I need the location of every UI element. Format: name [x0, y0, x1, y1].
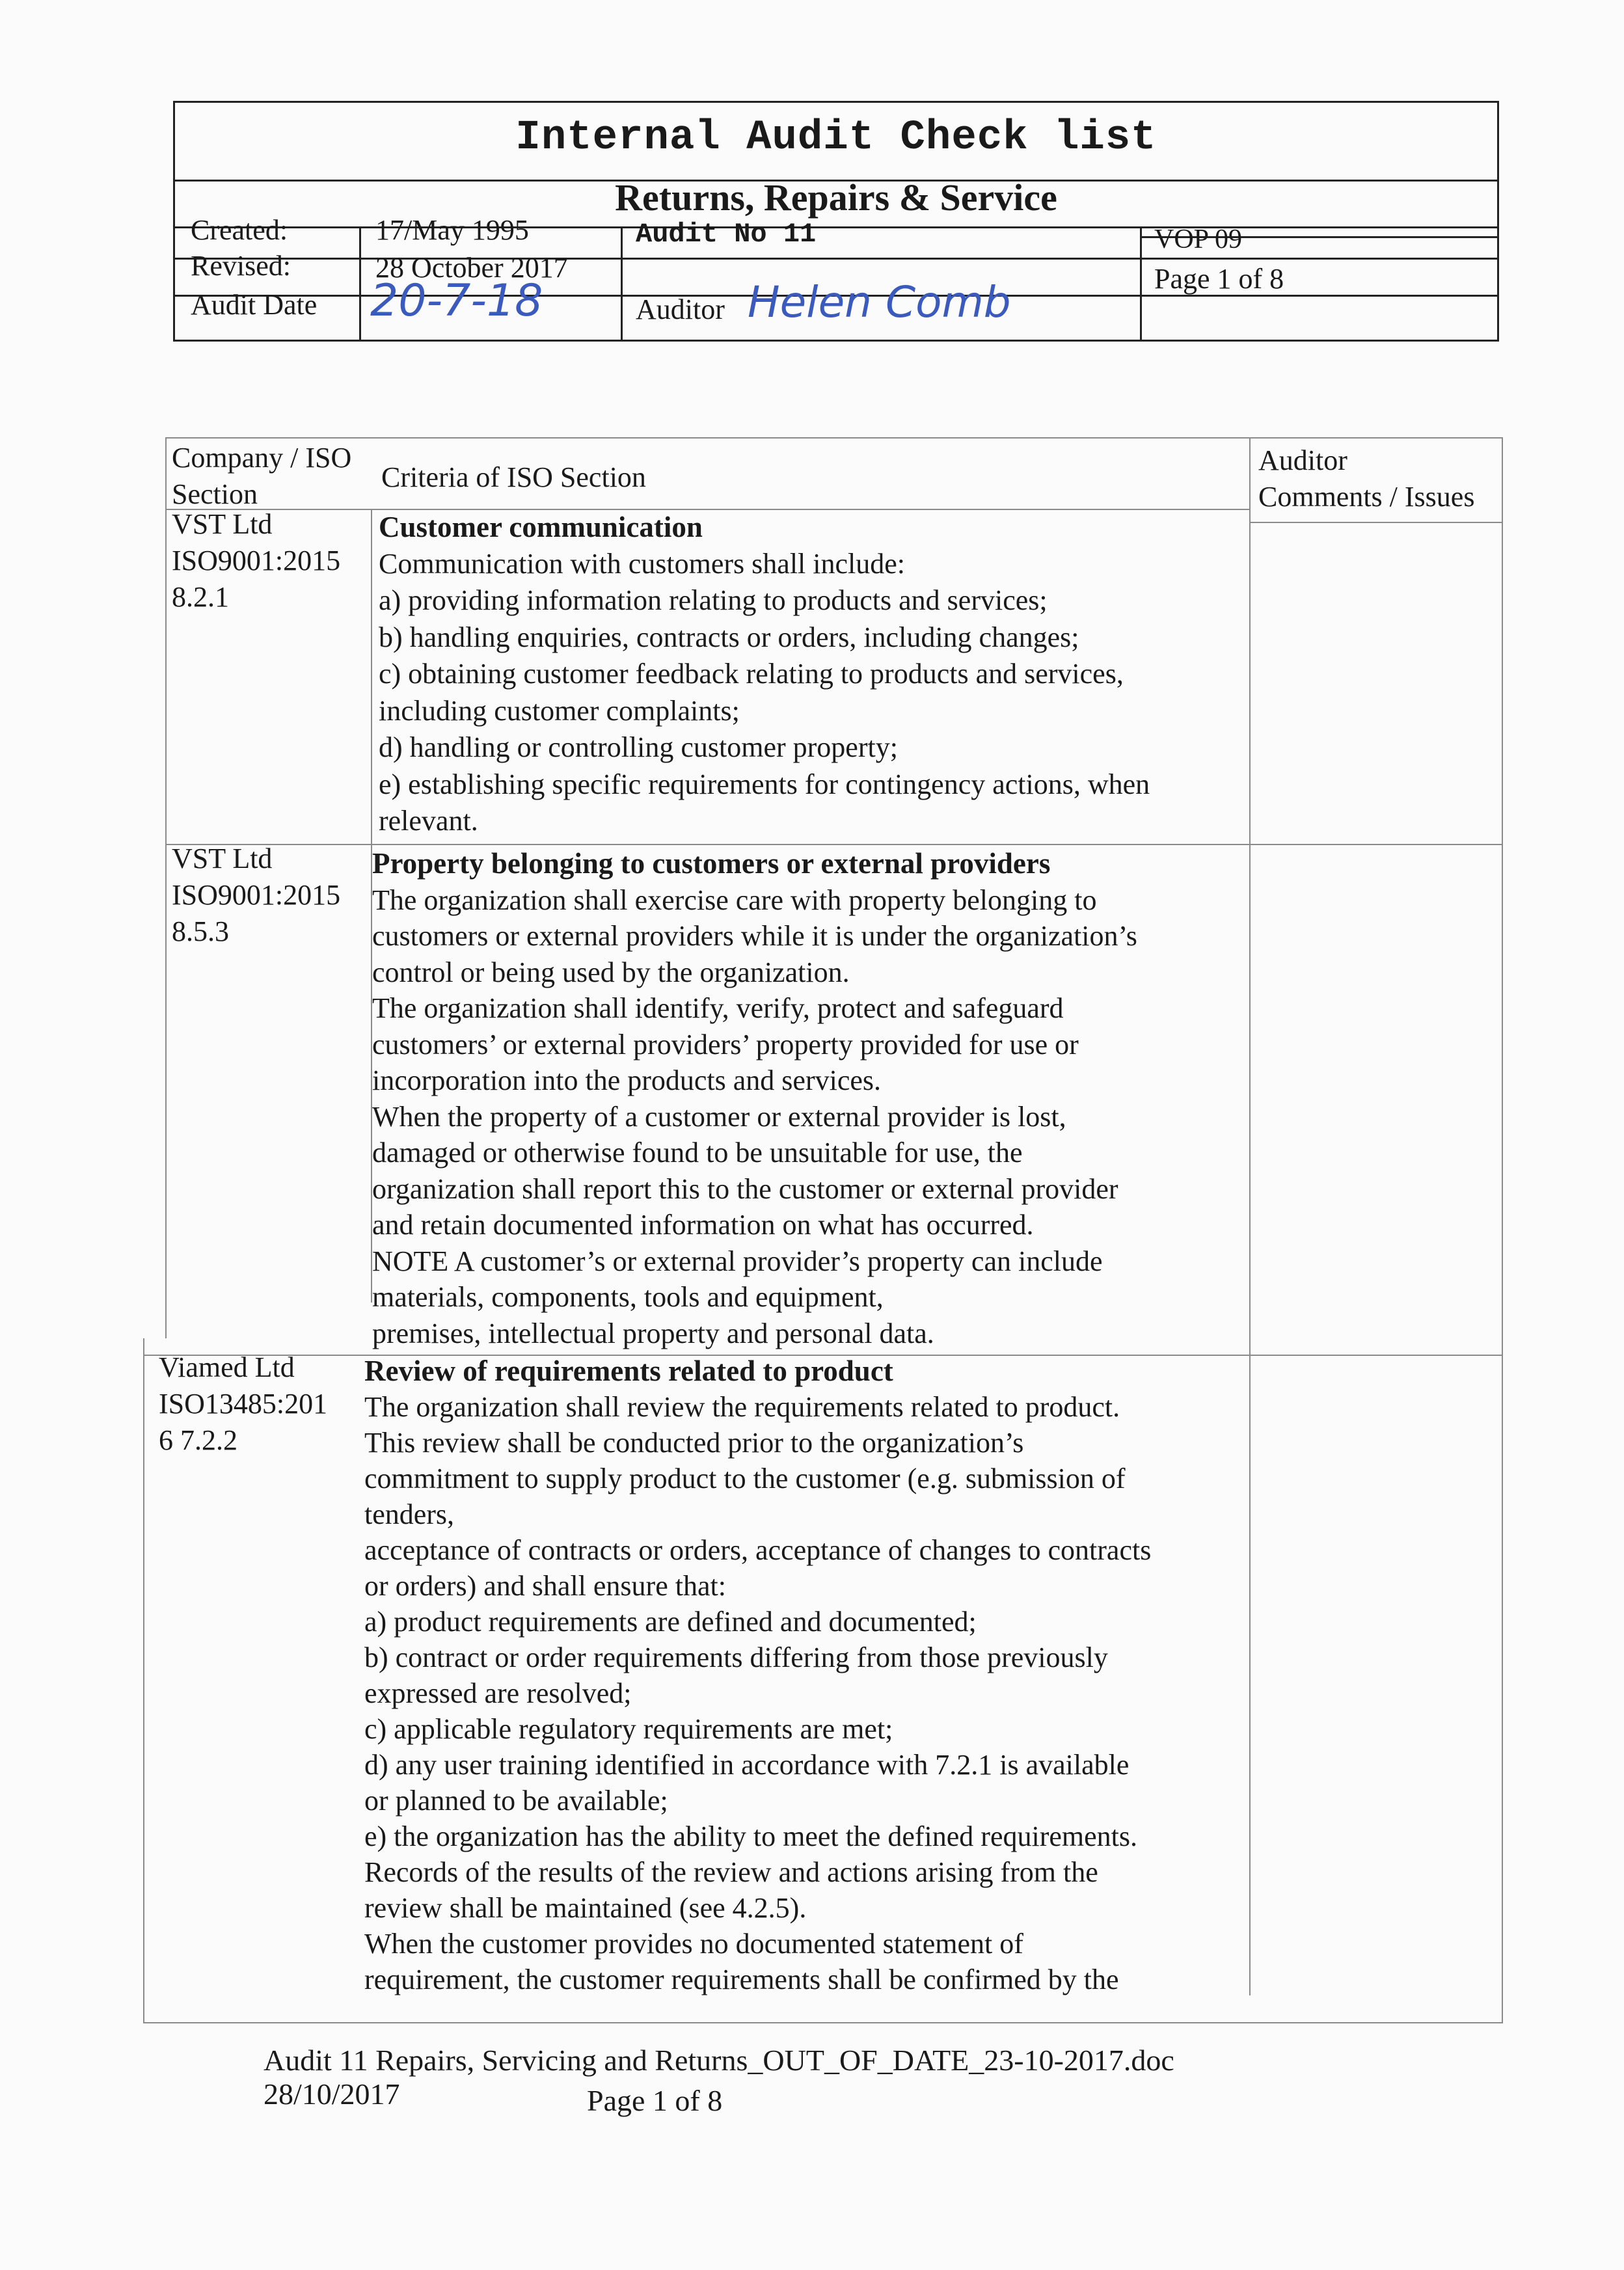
checklist-subtitle: Returns, Repairs & Service — [615, 176, 1057, 219]
document-code: VOP 09 — [1154, 224, 1242, 254]
checklist-table — [143, 437, 1503, 2025]
row-3-section: Viamed Ltd ISO13485:201 6 7.2.2 — [159, 1351, 328, 1456]
footer-date: 28/10/2017 — [264, 2077, 400, 2111]
row-1-heading: Customer communication — [379, 511, 703, 543]
created-label: Created: — [191, 214, 288, 246]
header-box — [173, 101, 1499, 342]
row-1-criteria: Customer communication Communication with customers shall include: a) providing information relating to products and services; b) handling enquiries, contracts or orders, including changes; c) obtaining customer feedback relating to products and services, including customer complaints; d) handling or controlling customer property; e) establishing specific requirements for contingency actions, when relevant. — [379, 509, 1150, 840]
header-page-number: Page 1 of 8 — [1154, 263, 1284, 295]
row-2-criteria: Property belonging to customers or external providers The organization shall exercise care with property belonging to customers or external providers while it is under the organization’s control or being used by the organization. The organization shall identify, verify, protect and safeguard customers’ or external providers’ property provided for use or incorporation into the products and services. When the property of a customer or external provider is lost, damaged or otherwise found to be unsuitable for use, the organization shall report this to the customer or external provider and retain documented information on what has occurred. NOTE A customer’s or external provider’s property can include materials, components, tools and equipment, premises, intellectual property and personal data. — [372, 847, 1137, 1349]
row-2-section: VST Ltd ISO9001:2015 8.5.3 — [172, 843, 341, 947]
auditor-label: Auditor — [636, 293, 725, 325]
footer-filename: Audit 11 Repairs, Servicing and Returns_OUT_OF_DATE_23-10-2017.doc — [264, 2044, 1174, 2077]
row-3-heading: Review of requirements related to product — [364, 1355, 893, 1387]
revised-label: Revised: — [191, 250, 291, 282]
row-2-heading: Property belonging to customers or external providers — [372, 847, 1051, 880]
auditor-signature: Helen Comb — [748, 277, 1011, 327]
column-header-criteria: Criteria of ISO Section — [381, 461, 646, 493]
revised-value: 28 October 2017 — [375, 252, 568, 284]
audit-number: Audit No 11 — [636, 219, 817, 250]
column-header-section: Company / ISO Section — [172, 442, 352, 510]
checklist-title: Internal Audit Check list — [515, 115, 1157, 161]
created-value: 17/May 1995 — [375, 214, 529, 246]
column-header-auditor-comments: Auditor Comments / Issues — [1258, 444, 1475, 513]
audit-date-handwritten: 20-7-18 — [370, 275, 543, 327]
row-3-criteria: Review of requirements related to product The organization shall review the requirements related to product. This review shall be conducted prior to the organization’s commitment to supply product to the customer (e.g. submission of tenders, acceptance of contracts or orders, acceptance of changes to contracts or orders) and shall ensure that: a) product requirements are defined and documented; b) contract or order requirements differing from those previously expressed are resolved; c) applicable regulatory requirements are met; d) any user training identified in accordance with 7.2.1 is available or planned to be available; e) the organization has the ability to meet the defined requirements. Records of the results of the review and actions arising from the review shall be maintained (see 4.2.5). When the customer provides no documented statement of requirement, the customer requirements shall be confirmed by the — [364, 1355, 1152, 1995]
footer-page-number: Page 1 of 8 — [587, 2084, 723, 2117]
row-1-section: VST Ltd ISO9001:2015 8.2.1 — [172, 508, 341, 613]
audit-date-label: Audit Date — [191, 289, 318, 321]
